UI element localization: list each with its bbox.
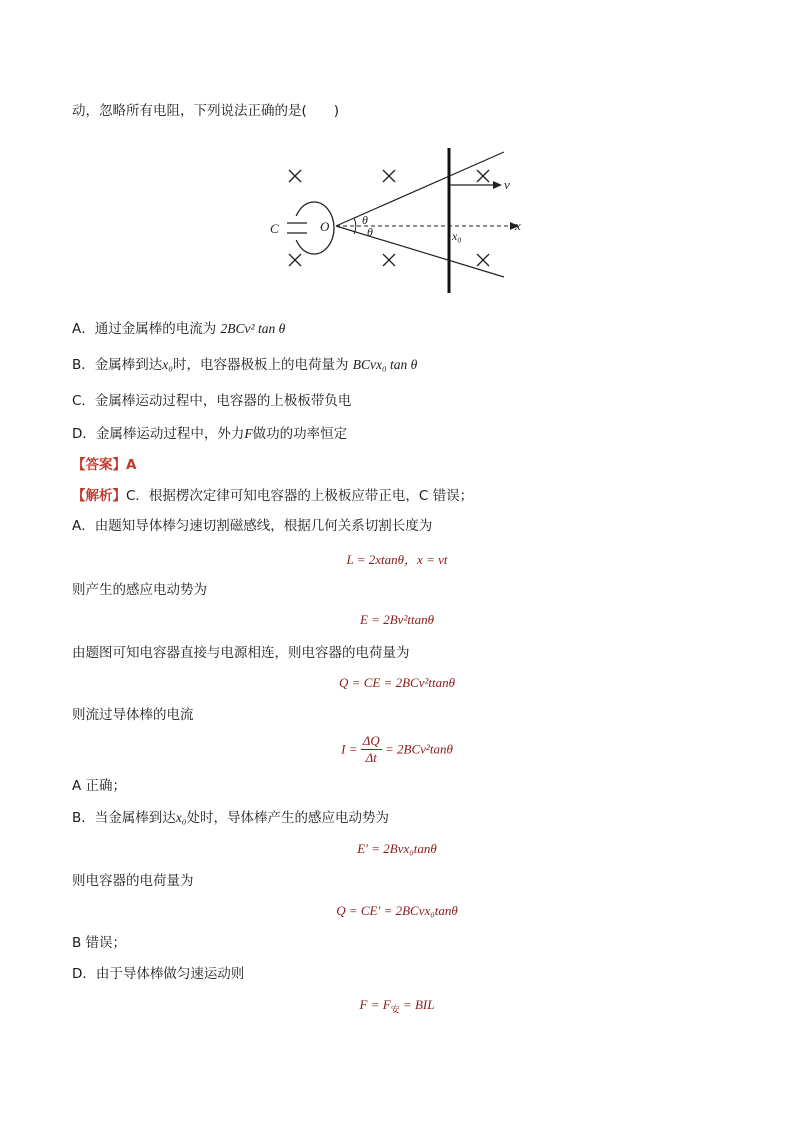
eq7-subscript: 安: [390, 1004, 400, 1015]
analysis-b1-pre: B．当金属棒到达: [72, 810, 176, 826]
physics-diagram: [262, 140, 534, 298]
eq7-post: = BIL: [399, 997, 435, 1012]
question-stem-tail: 动，忽略所有电阻，下列说法正确的是( ): [72, 103, 340, 119]
option-b-text: B．金属棒到达: [72, 357, 163, 373]
label-origin: O: [320, 219, 330, 234]
analysis-a2: 则产生的感应电动势为: [72, 582, 207, 598]
option-b-expr: BCvx₀ tan θ: [352, 357, 418, 372]
eq4-lhs: I =: [341, 741, 358, 757]
magnetic-field-cross-icon: [289, 170, 301, 182]
option-b-x0: x₀: [162, 357, 173, 372]
label-capacitor: C: [270, 221, 279, 236]
analysis-b1: [72, 808, 389, 828]
label-theta-lower: θ: [367, 225, 373, 239]
eq4-numerator: ΔQ: [362, 733, 380, 748]
eq4-rhs: = 2BCv²tanθ: [385, 741, 453, 757]
answer-value: A: [126, 457, 137, 473]
analysis-a3: 由题图可知电容器直接与电源相连，则电容器的电荷量为: [72, 645, 410, 661]
option-b-mid: 时，电容器极板上的电荷量为: [172, 357, 349, 373]
equation-1: L = 2xtanθ，x = vt: [346, 552, 448, 567]
option-a-text: A．通过金属棒的电流为: [72, 321, 217, 337]
analysis-b2: 则电容器的电荷量为: [72, 873, 194, 889]
analysis-d1: D．由于导体棒做匀速运动则: [72, 966, 245, 982]
analysis-c: [72, 486, 473, 506]
equation-7: [0, 997, 794, 1016]
option-d: [72, 424, 347, 444]
eq4-fraction: [361, 733, 382, 766]
analysis-a1: A．由题知导体棒匀速切割磁感线，根据几何关系切割长度为: [72, 518, 433, 534]
magnetic-field-cross-icon: [289, 254, 301, 266]
magnetic-field-cross-icon: [477, 170, 489, 182]
analysis-a4: 则流过导体棒的电流: [72, 707, 194, 723]
analysis-c-text: C．根据楞次定律可知电容器的上极板应带正电，C 错误；: [126, 488, 474, 504]
option-c: C．金属棒运动过程中，电容器的上极板带负电: [72, 393, 352, 409]
analysis-b1-x0: x₀: [175, 810, 187, 825]
velocity-arrowhead: [493, 181, 502, 189]
option-a: [72, 319, 285, 339]
eq4-denominator: Δt: [365, 750, 377, 765]
equation-6: Q = CE′ = 2BCvx₀tanθ: [336, 903, 458, 918]
label-x: x: [515, 218, 521, 233]
equation-3: Q = CE = 2BCv²ttanθ: [339, 675, 455, 690]
equation-5: E′ = 2Bvx₀tanθ: [357, 841, 437, 856]
eq7-pre: F = F: [359, 997, 391, 1012]
equation-2: E = 2Bv²ttanθ: [360, 612, 434, 627]
equation-4: [0, 733, 794, 766]
analysis-b3: B 错误；: [72, 935, 127, 951]
analysis-a5: A 正确；: [72, 778, 127, 794]
answer-line: [72, 455, 136, 475]
option-d-f: F: [244, 426, 253, 441]
lower-rail: [336, 226, 504, 277]
analysis-tag: 【解析】: [72, 488, 126, 504]
option-d-text: D．金属棒运动过程中，外力: [72, 426, 245, 442]
magnetic-field-cross-icon: [477, 254, 489, 266]
option-d-tail: 做功的功率恒定: [252, 426, 348, 442]
label-velocity: v: [504, 177, 510, 192]
analysis-b1-post: 处时，导体棒产生的感应电动势为: [186, 810, 389, 826]
magnetic-field-cross-icon: [383, 170, 395, 182]
answer-tag: 【答案】: [72, 457, 126, 473]
label-theta-upper: θ: [362, 213, 368, 227]
magnetic-field-cross-icon: [383, 254, 395, 266]
option-a-expr: 2BCv² tan θ: [220, 321, 286, 336]
label-x0: x₀: [452, 229, 462, 243]
option-b: [72, 355, 417, 375]
